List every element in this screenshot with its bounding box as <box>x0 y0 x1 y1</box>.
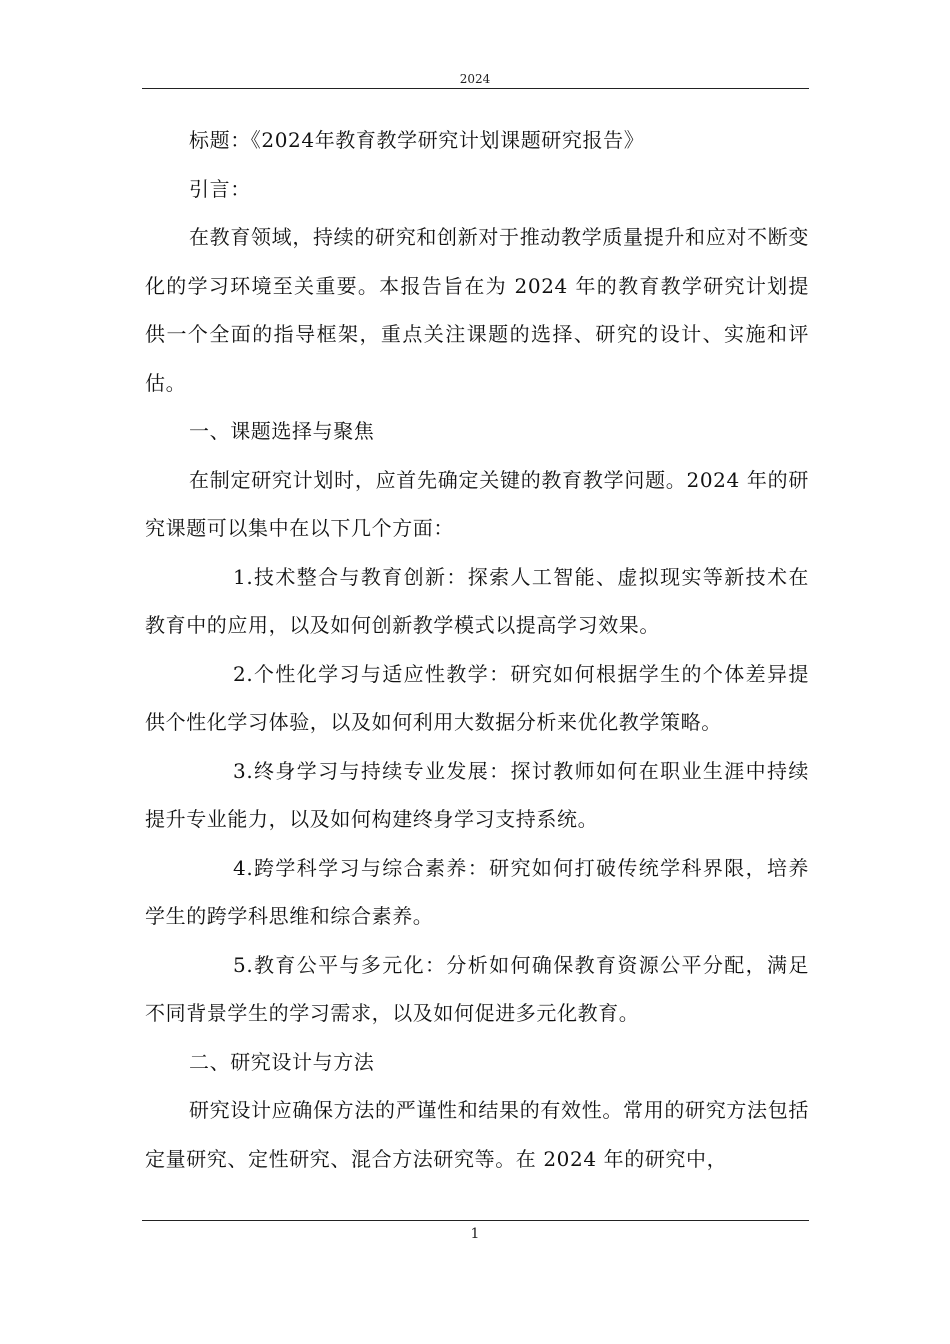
section-heading-research-design: 二、研究设计与方法 <box>189 1049 375 1074</box>
header-rule <box>142 88 809 89</box>
intro-heading: 引言： <box>189 176 251 201</box>
topic-selection-paragraph: 在制定研究计划时，应首先确定关键的教育教学问题。2024 年的研究课题可以集中在以下几个方面： <box>145 467 809 540</box>
list-item: 5.教育公平与多元化：分析如何确保教育资源公平分配，满足不同背景学生的学习需求，以及如何促进多元化教育。 <box>145 952 809 1025</box>
intro-paragraph: 在教育领域，持续的研究和创新对于推动教学质量提升和应对不断变化的学习环境至关重要。本报告旨在为 2024 年的教育教学研究计划提供一个全面的指导框架，重点关注课题的选择、研究的设计、实施和评估。 <box>145 225 809 395</box>
document-body <box>145 116 809 1183</box>
list-item: 1.技术整合与教育创新：探索人工智能、虚拟现实等新技术在教育中的应用，以及如何创新教学模式以提高学习效果。 <box>145 564 809 637</box>
page-header-year: 2024 <box>459 72 491 86</box>
section-heading-topic-selection: 一、课题选择与聚焦 <box>189 419 375 443</box>
page-number: 1 <box>470 1226 480 1242</box>
report-title: 标题：《2024年教育教学研究计划课题研究报告》 <box>189 128 645 152</box>
list-item: 4.跨学科学习与综合素养：研究如何打破传统学科界限，培养学生的跨学科思维和综合素养。 <box>145 855 809 928</box>
list-item: 3.终身学习与持续专业发展：探讨教师如何在职业生涯中持续提升专业能力，以及如何构建终身学习支持系统。 <box>145 758 809 831</box>
research-design-paragraph: 研究设计应确保方法的严谨性和结果的有效性。常用的研究方法包括定量研究、定性研究、混合方法研究等。在 2024 年的研究中， <box>145 1098 809 1171</box>
footer-rule <box>142 1220 809 1221</box>
list-item: 2.个性化学习与适应性教学：研究如何根据学生的个体差异提供个性化学习体验，以及如何利用大数据分析来优化教学策略。 <box>145 661 809 734</box>
